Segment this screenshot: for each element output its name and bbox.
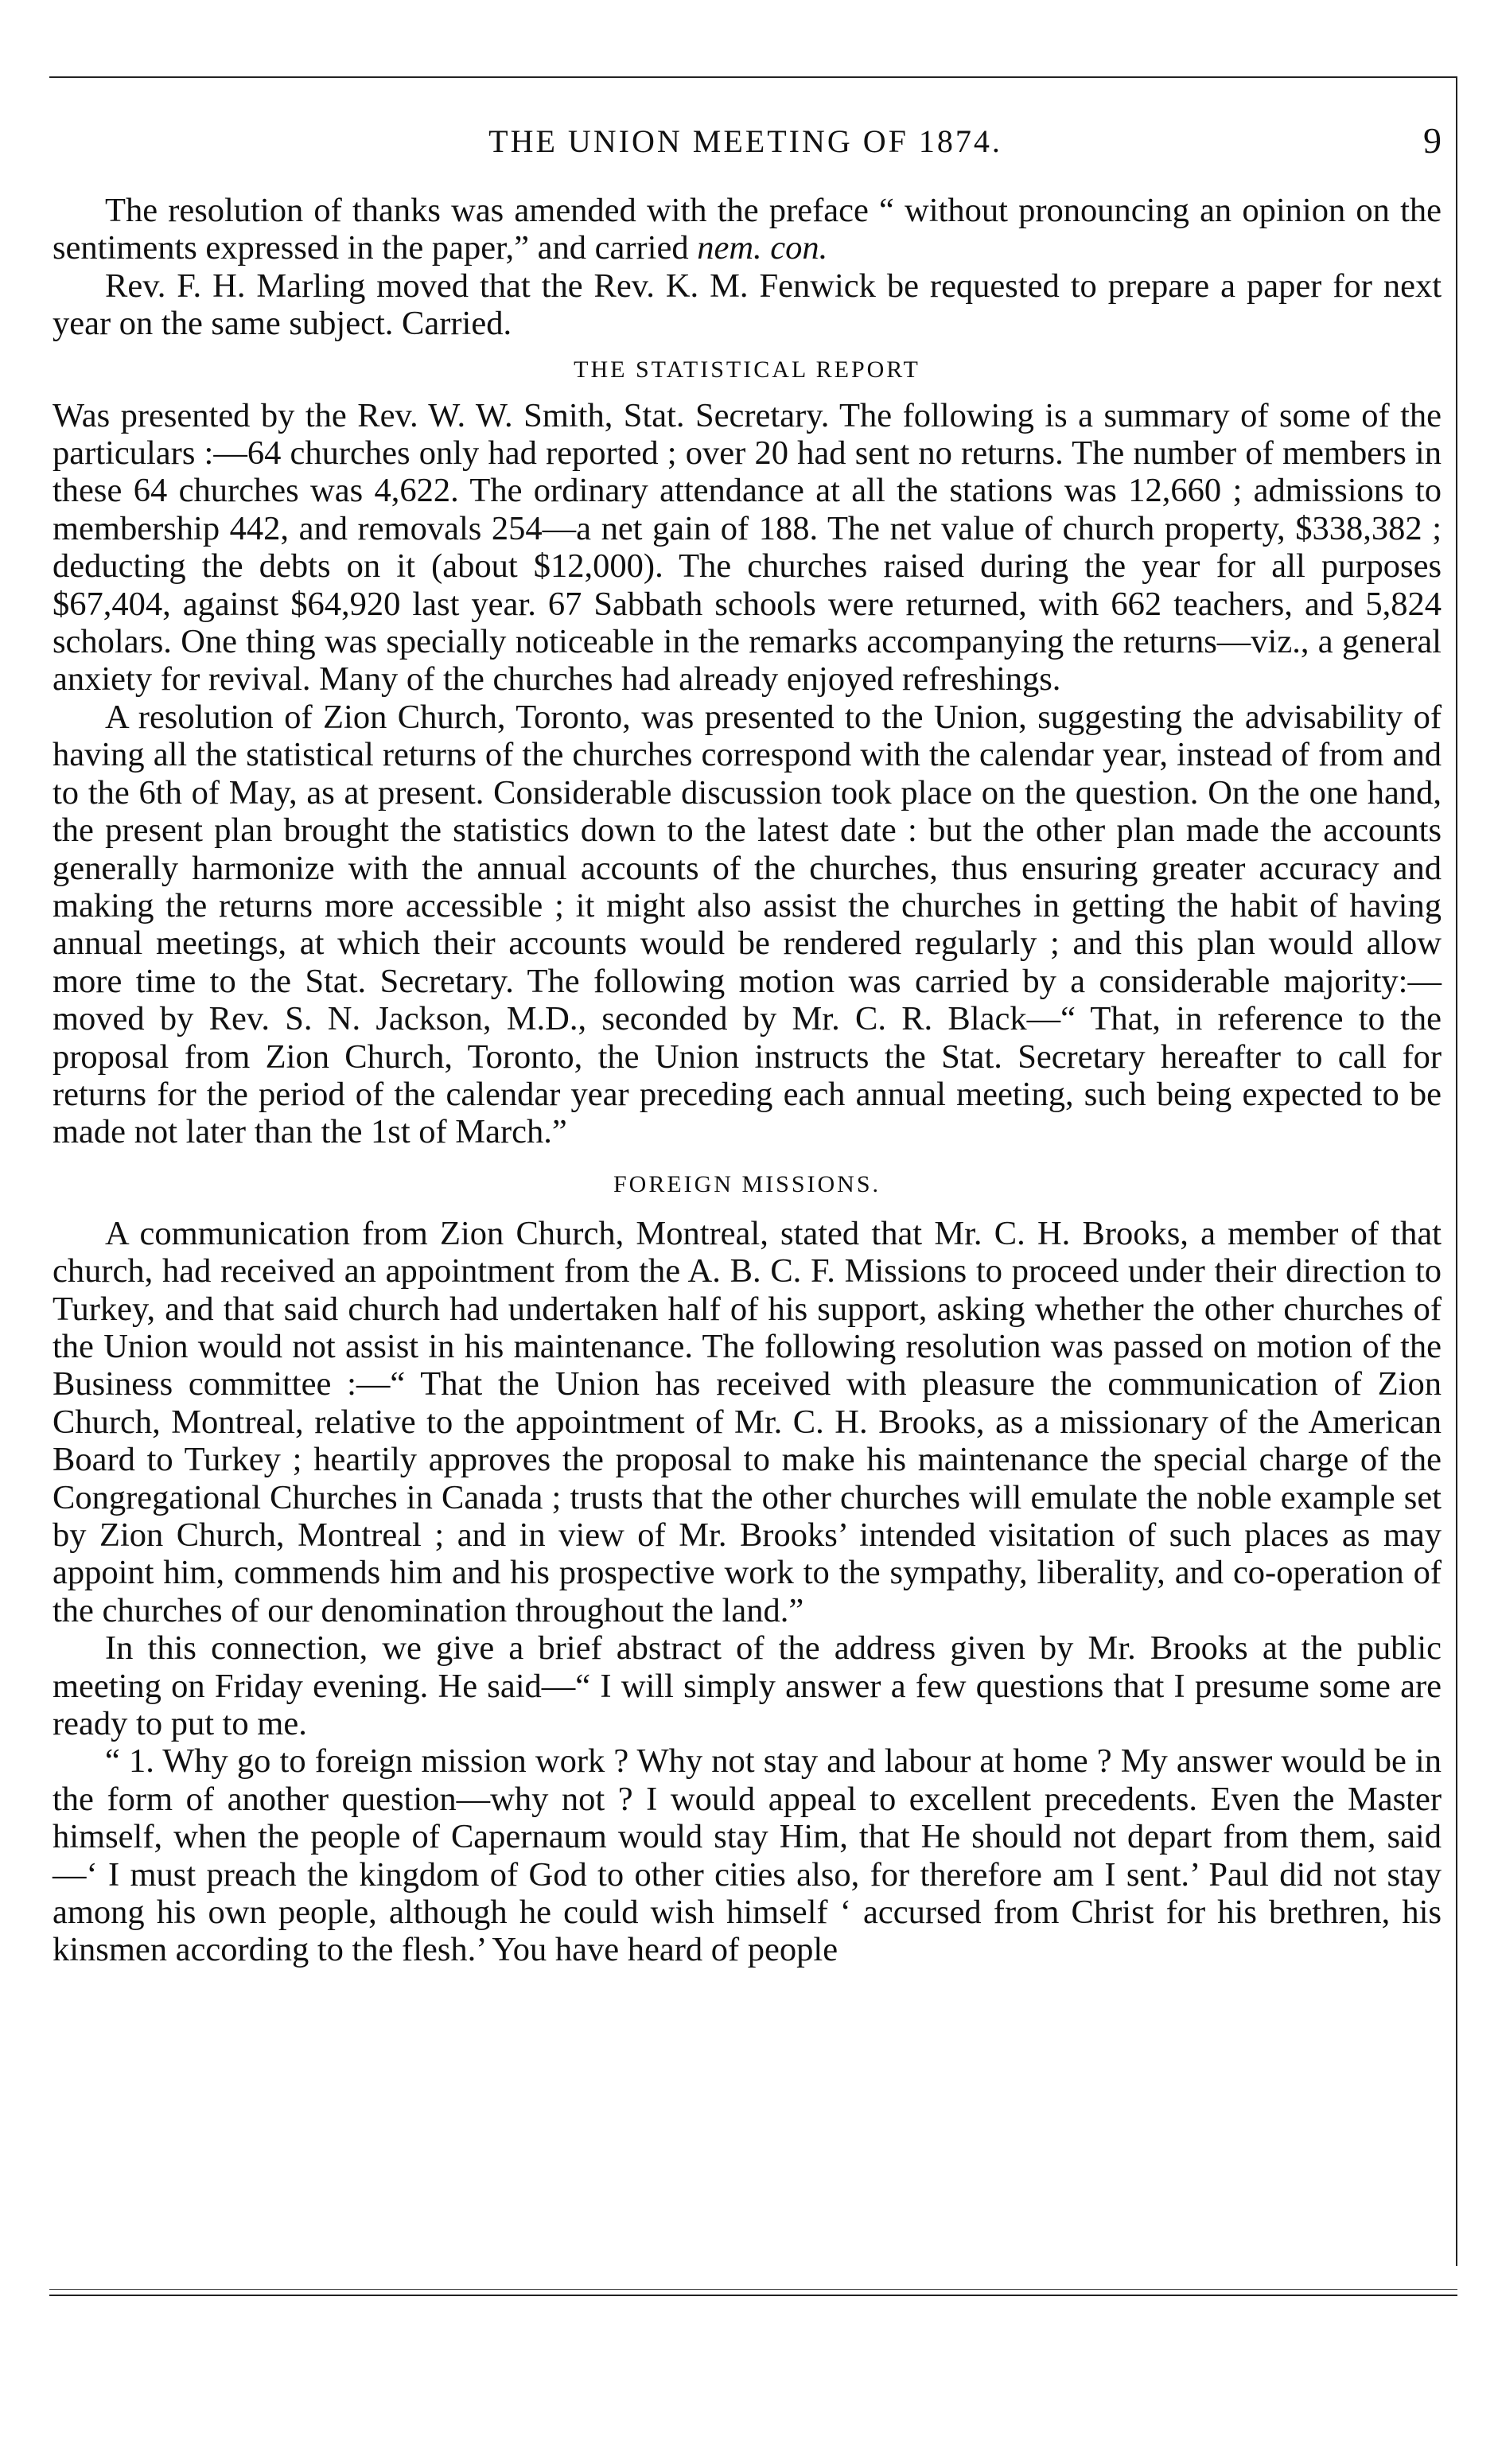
bottom-rule [49, 2295, 1457, 2296]
bottom-rule-thin [49, 2289, 1457, 2290]
paragraph-thanks-resolution [53, 192, 1442, 267]
page-number: 9 [1423, 120, 1442, 161]
paragraph-zion-toronto-resolution: A resolution of Zion Church, Toronto, was presented to the Union, suggesting the advisability of having all the statistical returns of the churches correspond with the calendar year, instead of from and to the 6th of May, as at present. Considerable discussion took place on the question. On the one hand, the present plan brought the statistics down to the latest date : but the other plan made the accounts generally harmonize with the annual accounts of the churches, thus ensuring greater accuracy and making the returns more accessible ; it might also assist the churches in getting the habit of having annual meetings, at which their accounts would be rendered regularly ; and this plan would allow more time to the Stat. Secretary. The following motion was carried by a considerable majority:—moved by Rev. S. N. Jackson, M.D., seconded by Mr. C. R. Black—“ That, in reference to the proposal from Zion Church, Toronto, the Union instructs the Stat. Secretary hereafter to call for returns for the period of the calendar year preceding each annual meeting, such being expected to be made not later than the 1st of March.” [53, 698, 1442, 1151]
paragraph-brooks-abstract: In this connection, we give a brief abstract of the address given by Mr. Brooks at the public meeting on Friday evening. He said—“ I will simply answer a few questions that I presume some are ready to put to me. [53, 1629, 1442, 1743]
running-title: THE UNION MEETING OF 1874. [488, 123, 1002, 159]
paragraph-marling-motion: Rev. F. H. Marling moved that the Rev. K. M. Fenwick be requested to prepare a paper for next year on the same subject. Carried. [53, 267, 1442, 343]
section-heading-statistical-report: THE STATISTICAL REPORT [574, 356, 920, 383]
page-header [49, 120, 1442, 170]
top-rule [49, 76, 1457, 78]
right-rule [1456, 76, 1457, 2266]
section-heading-foreign-missions: FOREIGN MISSIONS. [613, 1170, 881, 1197]
article-body [53, 192, 1442, 1969]
paragraph-statistical-summary: Was presented by the Rev. W. W. Smith, Stat. Secretary. The following is a summary of some of the particulars :—64 churches only had reported ; over 20 had sent no returns. The number of members in these 64 churches was 4,622. The ordinary attendance at all the stations was 12,660 ; admissions to membership 442, and removals 254—a net gain of 188. The net value of church property, $338,382 ; deducting the debts on it (about $12,000). The churches raised during the year for all purposes $67,404, against $64,920 last year. 67 Sabbath schools were returned, with 662 teachers, and 5,824 scholars. One thing was specially noticeable in the remarks accompanying the returns—viz., a general anxiety for revival. Many of the churches had already enjoyed refreshings. [53, 396, 1442, 699]
page-frame [49, 76, 1457, 2296]
paragraph-foreign-mission-answer: “ 1. Why go to foreign mission work ? Why not stay and labour at home ? My answer would be in the form of another question—why not ? I would appeal to excellent precedents. Even the Master himself, when the people of Capernaum would stay Him, that He should not depart from them, said—‘ I must preach the kingdom of God to other cities also, for therefore am I sent.’ Paul did not stay among his own people, although he could wish himself ‘ accursed from Christ for his brethren, his kinsmen according to the flesh.’ You have heard of people [53, 1742, 1442, 1969]
nem-con-italic: nem. con. [697, 229, 828, 267]
paragraph-zion-montreal-communication: A communication from Zion Church, Montreal, stated that Mr. C. H. Brooks, a member of that church, had received an appointment from the A. B. C. F. Missions to proceed under their direction to Turkey, and that said church had undertaken half of his support, asking whether the other churches of the Union would not assist in his maintenance. The following resolution was passed on motion of the Business committee :—“ That the Union has received with pleasure the communication of Zion Church, Montreal, relative to the appointment of Mr. C. H. Brooks, as a missionary of the American Board to Turkey ; heartily approves the proposal to make his maintenance the special charge of the Congregational Churches in Canada ; trusts that the other churches will emulate the noble example set by Zion Church, Montreal ; and in view of Mr. Brooks’ intended visitation of such places as may appoint him, commends him and his prospective work to the sympathy, liberality, and co-operation of the churches of our denomination throughout the land.” [53, 1214, 1442, 1629]
paragraph-thanks-text: The resolution of thanks was amended with the preface “ without pronouncing an opinion on the sentiments expressed in the paper,” and carried [53, 192, 1442, 267]
